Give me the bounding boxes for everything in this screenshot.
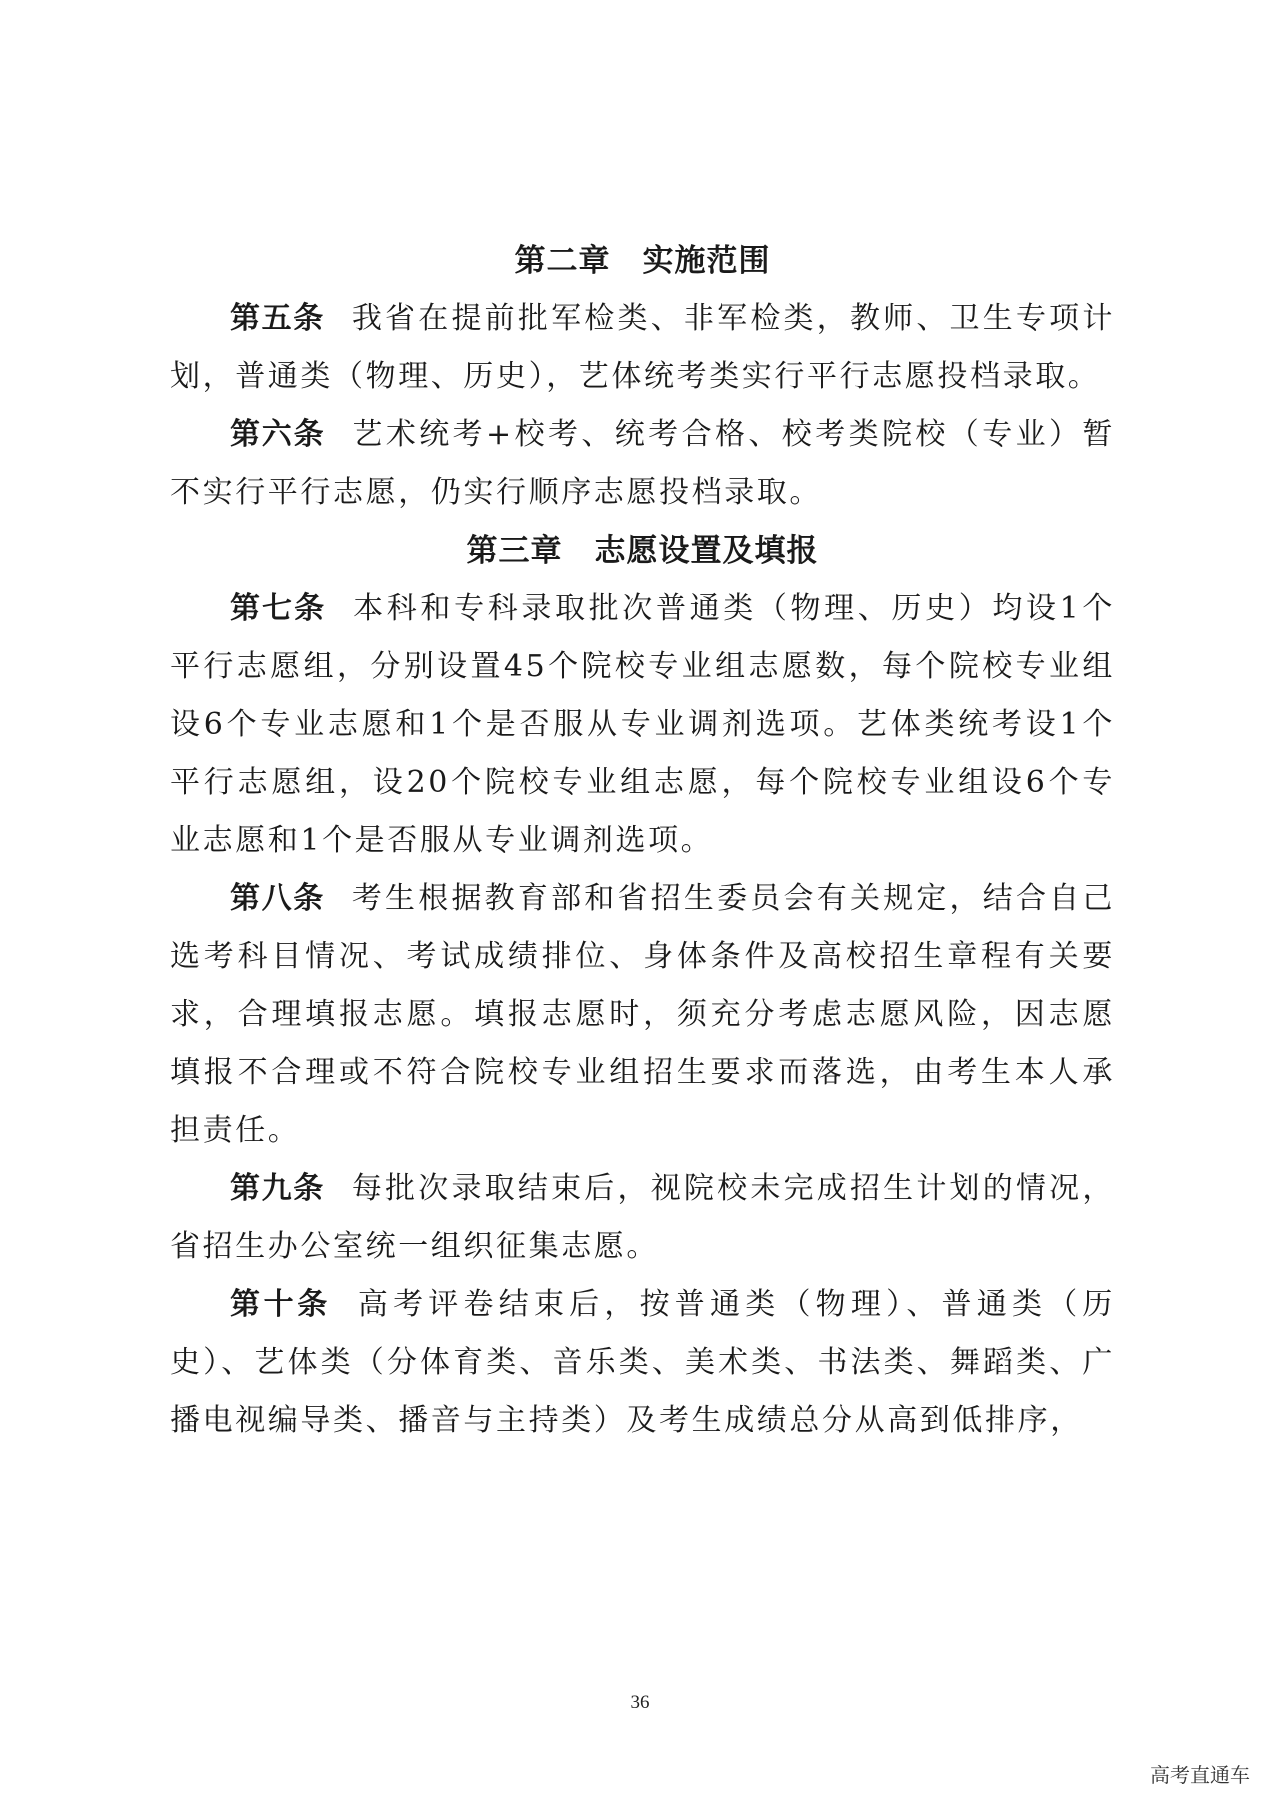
article-number: 第八条 xyxy=(230,881,325,916)
chapter-2-title: 第二章 实施范围 xyxy=(514,243,771,279)
article-text: 每批次录取结束后，视院校未完成招生计划的情况，省招生办公室统一组织征集志愿。 xyxy=(170,1171,1115,1264)
article-text: 艺术统考+校考、统考合格、校考类院校（专业）暂不实行平行志愿，仍实行顺序志愿投档录取。 xyxy=(170,417,1116,510)
article-6 xyxy=(170,406,1115,522)
article-number: 第六条 xyxy=(230,417,326,452)
article-10 xyxy=(170,1276,1115,1450)
article-number: 第九条 xyxy=(230,1171,325,1206)
article-text: 高考评卷结束后，按普通类（物理）、普通类（历史）、艺体类（分体育类、音乐类、美术类、书法类、舞蹈类、广播电视编导类、播音与主持类）及考生成绩总分从高到低排序， xyxy=(170,1287,1116,1438)
article-text: 考生根据教育部和省招生委员会有关规定，结合自己选考科目情况、考试成绩排位、身体条件及高校招生章程有关要求，合理填报志愿。填报志愿时，须充分考虑志愿风险，因志愿填报不合理或不符合院校专业组招生要求而落选，由考生本人承担责任。 xyxy=(170,881,1115,1148)
article-text: 我省在提前批军检类、非军检类，教师、卫生专项计划，普通类（物理、历史），艺体统考类实行平行志愿投档录取。 xyxy=(170,301,1115,394)
page-number: 36 xyxy=(630,1692,650,1713)
article-7 xyxy=(170,580,1115,870)
article-text: 本科和专科录取批次普通类（物理、历史）均设1个平行志愿组，分别设置45个院校专业组志愿数，每个院校专业组设6个专业志愿和1个是否服从专业调剂选项。艺体类统考设1个平行志愿组，设20个院校专业组志愿，每个院校专业组设6个专业志愿和1个是否服从专业调剂选项。 xyxy=(170,591,1116,858)
article-number: 第五条 xyxy=(230,301,325,336)
document-body xyxy=(170,232,1115,1450)
article-9 xyxy=(170,1160,1115,1276)
article-number: 第十条 xyxy=(230,1287,331,1322)
article-5 xyxy=(170,290,1115,406)
watermark-label: 高考直通车 xyxy=(1146,1757,1254,1790)
article-number: 第七条 xyxy=(230,591,327,626)
chapter-3-title: 第三章 志愿设置及填报 xyxy=(466,533,819,569)
article-8 xyxy=(170,870,1115,1160)
